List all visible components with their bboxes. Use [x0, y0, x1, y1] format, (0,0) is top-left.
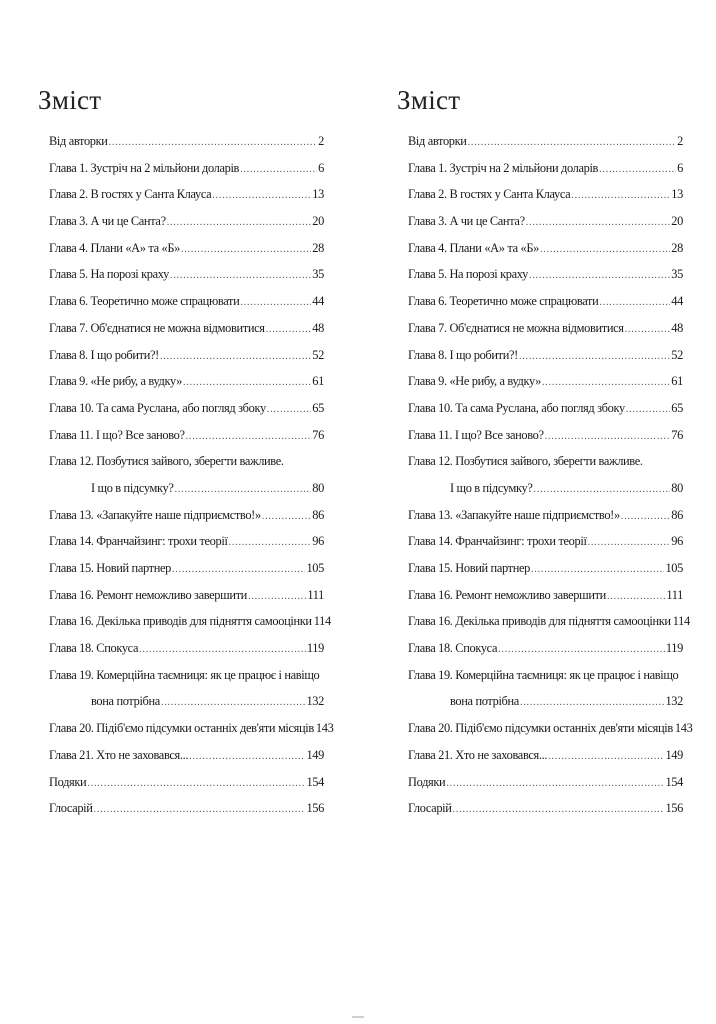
page-number: 52 [312, 347, 324, 362]
toc-entry: Глава 21. Хто не заховався... ..... 149 [49, 742, 324, 769]
page-number: 114 [672, 614, 690, 629]
page-number: 65 [671, 400, 683, 415]
leader-dots [139, 637, 306, 664]
page-number: 105 [306, 561, 324, 575]
toc-list [36, 128, 334, 822]
leader-dots [540, 237, 670, 264]
toc-entry: Глава 5. На порозі краху ..... 35 [49, 261, 324, 288]
page-number: 119 [306, 641, 324, 656]
leader-dots [545, 424, 671, 451]
toc-entry: Глава 1. Зустріч на 2 мільйони доларів ..... 6 [49, 155, 324, 182]
toc-entry: Глава 5. На порозі краху ..... 35 [408, 261, 683, 288]
leader-dots [109, 130, 318, 157]
toc-entry: Глава 13. «Запакуйте наше підприємство!» ..... 86 [49, 502, 324, 529]
leader-dots [626, 397, 671, 424]
toc-entry: Глава 16. Ремонт неможливо завершити ..... 111 [49, 582, 324, 609]
page-number: 86 [671, 507, 683, 522]
page-number: 111 [307, 587, 324, 602]
page-number: 6 [677, 160, 683, 175]
toc-entry: Глава 11. І що? Все заново? ..... 76 [408, 422, 683, 449]
page-number: 105 [665, 561, 683, 575]
leader-dots [599, 290, 670, 317]
leader-dots [240, 290, 311, 317]
leader-dots [607, 584, 665, 611]
leader-dots [170, 263, 311, 290]
page-number: 44 [312, 294, 324, 309]
page-number: 13 [671, 187, 683, 202]
page-number: 61 [312, 374, 324, 389]
toc-entry: Глосарій ..... 156 [49, 795, 324, 822]
leader-dots [267, 397, 312, 424]
toc-entry: Глава 19. Комерційна таємниця: як це працює і навіщо [408, 667, 679, 682]
toc-entry: Глава 14. Франчайзинг: трохи теорії ..... 96 [49, 528, 324, 555]
page-number: 132 [665, 694, 683, 709]
leader-dots [446, 771, 664, 798]
leader-dots [183, 370, 311, 397]
page-number: 96 [671, 534, 683, 549]
page-number: 111 [666, 587, 683, 602]
toc-entry: Глава 8. І що робити?! ..... 52 [408, 342, 683, 369]
page-number: 154 [306, 774, 324, 789]
footer-mark [352, 1016, 364, 1018]
page-number: 65 [312, 400, 324, 415]
leader-dots [248, 584, 306, 611]
leader-dots [542, 370, 670, 397]
toc-entry: Від авторки ..... 2 [49, 128, 324, 155]
toc-entry: Глава 12. Позбутися зайвого, зберегти важливе. [408, 454, 643, 469]
toc-entry: Глава 9. «Не рибу, а вудку» ..... 61 [49, 368, 324, 395]
leader-dots [186, 424, 312, 451]
page-number: 44 [671, 294, 683, 309]
toc-entry: Глава 2. В гостях у Санта Клауса ..... 13 [49, 181, 324, 208]
page-number: 149 [306, 747, 324, 762]
leader-dots [167, 210, 312, 237]
toc-entry: Від авторки ..... 2 [408, 128, 683, 155]
leader-dots [571, 183, 670, 210]
page-number: 28 [312, 240, 324, 255]
toc-entry: І що в підсумку? ..... 80 [408, 475, 683, 502]
page-number: 154 [665, 774, 683, 789]
leader-dots [94, 797, 306, 824]
leader-dots [534, 477, 671, 504]
leader-dots [229, 530, 312, 557]
page-number: 156 [306, 801, 324, 816]
page-number: 48 [312, 320, 324, 335]
leader-dots [498, 637, 665, 664]
toc-entry: Глава 18. Спокуса ..... 119 [408, 635, 683, 662]
leader-dots [453, 797, 665, 824]
toc-entry: Глава 19. Комерційна таємниця: як це працює і навіщо [49, 667, 320, 682]
page-number: 6 [318, 160, 324, 175]
page-number: 149 [665, 747, 683, 762]
toc-entry: Глава 3. А чи це Санта? ..... 20 [49, 208, 324, 235]
leader-dots [181, 237, 311, 264]
leader-dots [172, 557, 305, 584]
toc-entry: Глава 8. І що робити?! ..... 52 [49, 342, 324, 369]
page-number: 2 [677, 134, 683, 148]
page-number: 80 [671, 480, 683, 495]
toc-entry: Глава 15. Новий партнер ..... 105 [408, 555, 683, 582]
leader-dots [175, 477, 312, 504]
leader-dots [625, 317, 671, 344]
toc-entry: Глава 6. Теоретично може спрацювати ..... 44 [408, 288, 683, 315]
page-number: 20 [312, 214, 324, 229]
leader-dots [588, 530, 671, 557]
toc-entry: Глава 20. Підіб'ємо підсумки останніх дев'яти місяців 143 [49, 715, 324, 742]
toc-entry: Глава 9. «Не рибу, а вудку» ..... 61 [408, 368, 683, 395]
toc-entry: Глава 11. І що? Все заново? ..... 76 [49, 422, 324, 449]
leader-dots [468, 130, 677, 157]
page-number: 86 [312, 507, 324, 522]
page-number: 35 [671, 267, 683, 282]
toc-page-left [36, 84, 334, 822]
page-number: 76 [671, 427, 683, 442]
toc-entry: Глава 16. Декілька приводів для підняття самооцінки 114 [408, 608, 683, 635]
toc-entry: Глава 10. Та сама Руслана, або погляд збоку ..... 65 [49, 395, 324, 422]
leader-dots [161, 690, 306, 717]
page-number: 20 [671, 214, 683, 229]
toc-entry: Глава 16. Ремонт неможливо завершити ..... 111 [408, 582, 683, 609]
toc-entry: Глава 7. Об'єднатися не можна відмовитися ..... 48 [408, 315, 683, 342]
toc-entry: Глава 6. Теоретично може спрацювати ..... 44 [49, 288, 324, 315]
toc-entry: І що в підсумку? ..... 80 [49, 475, 324, 502]
page-number: 48 [671, 320, 683, 335]
toc-entry: Глава 7. Об'єднатися не можна відмовитися ..... 48 [49, 315, 324, 342]
page-number: 80 [312, 480, 324, 495]
toc-entry: Глосарій ..... 156 [408, 795, 683, 822]
toc-entry: Глава 3. А чи це Санта? ..... 20 [408, 208, 683, 235]
page-number: 52 [671, 347, 683, 362]
leader-dots [599, 157, 676, 184]
toc-entry: Глава 14. Франчайзинг: трохи теорії ..... 96 [408, 528, 683, 555]
leader-dots [266, 317, 312, 344]
page-number: 13 [312, 187, 324, 202]
leader-dots [526, 210, 671, 237]
leader-dots [189, 744, 305, 771]
toc-page-right [395, 84, 693, 822]
leader-dots [160, 344, 311, 371]
toc-entry: Глава 20. Підіб'ємо підсумки останніх дев'яти місяців 143 [408, 715, 683, 742]
toc-entry: Подяки ..... 154 [408, 769, 683, 796]
leader-dots [531, 557, 664, 584]
toc-entry: Подяки ..... 154 [49, 769, 324, 796]
leader-dots [212, 183, 311, 210]
toc-entry: Глава 18. Спокуса ..... 119 [49, 635, 324, 662]
toc-title: Зміст [38, 85, 102, 115]
leader-dots [520, 690, 665, 717]
toc-entry: Глава 10. Та сама Руслана, або погляд збоку ..... 65 [408, 395, 683, 422]
page-number: 114 [313, 614, 331, 629]
page-number: 61 [671, 374, 683, 389]
page-number: 35 [312, 267, 324, 282]
toc-entry: Глава 15. Новий партнер ..... 105 [49, 555, 324, 582]
leader-dots [548, 744, 664, 771]
page-number: 143 [315, 721, 334, 736]
page-number: 76 [312, 427, 324, 442]
toc-entry: Глава 21. Хто не заховався... ..... 149 [408, 742, 683, 769]
page-number: 96 [312, 534, 324, 549]
toc-entry: вона потрібна ..... 132 [49, 688, 324, 715]
toc-entry: вона потрібна ..... 132 [408, 688, 683, 715]
leader-dots [87, 771, 305, 798]
leader-dots [240, 157, 317, 184]
page-number: 2 [318, 134, 324, 148]
page-number: 119 [665, 641, 683, 656]
leader-dots [262, 504, 312, 531]
page-number: 132 [306, 694, 324, 709]
toc-entry: Глава 12. Позбутися зайвого, зберегти важливе. [49, 454, 284, 469]
page-number: 28 [671, 240, 683, 255]
toc-entry: Глава 16. Декілька приводів для підняття самооцінки 114 [49, 608, 324, 635]
toc-entry: Глава 4. Плани «А» та «Б» ..... 28 [408, 235, 683, 262]
toc-entry: Глава 4. Плани «А» та «Б» ..... 28 [49, 235, 324, 262]
toc-list [395, 128, 693, 822]
toc-title: Зміст [397, 85, 461, 115]
toc-entry: Глава 1. Зустріч на 2 мільйони доларів ..... 6 [408, 155, 683, 182]
leader-dots [519, 344, 670, 371]
toc-entry: Глава 2. В гостях у Санта Клауса ..... 13 [408, 181, 683, 208]
page-number: 143 [674, 721, 693, 736]
leader-dots [529, 263, 670, 290]
page-number: 156 [665, 801, 683, 816]
toc-entry: Глава 13. «Запакуйте наше підприємство!» ..... 86 [408, 502, 683, 529]
leader-dots [621, 504, 671, 531]
